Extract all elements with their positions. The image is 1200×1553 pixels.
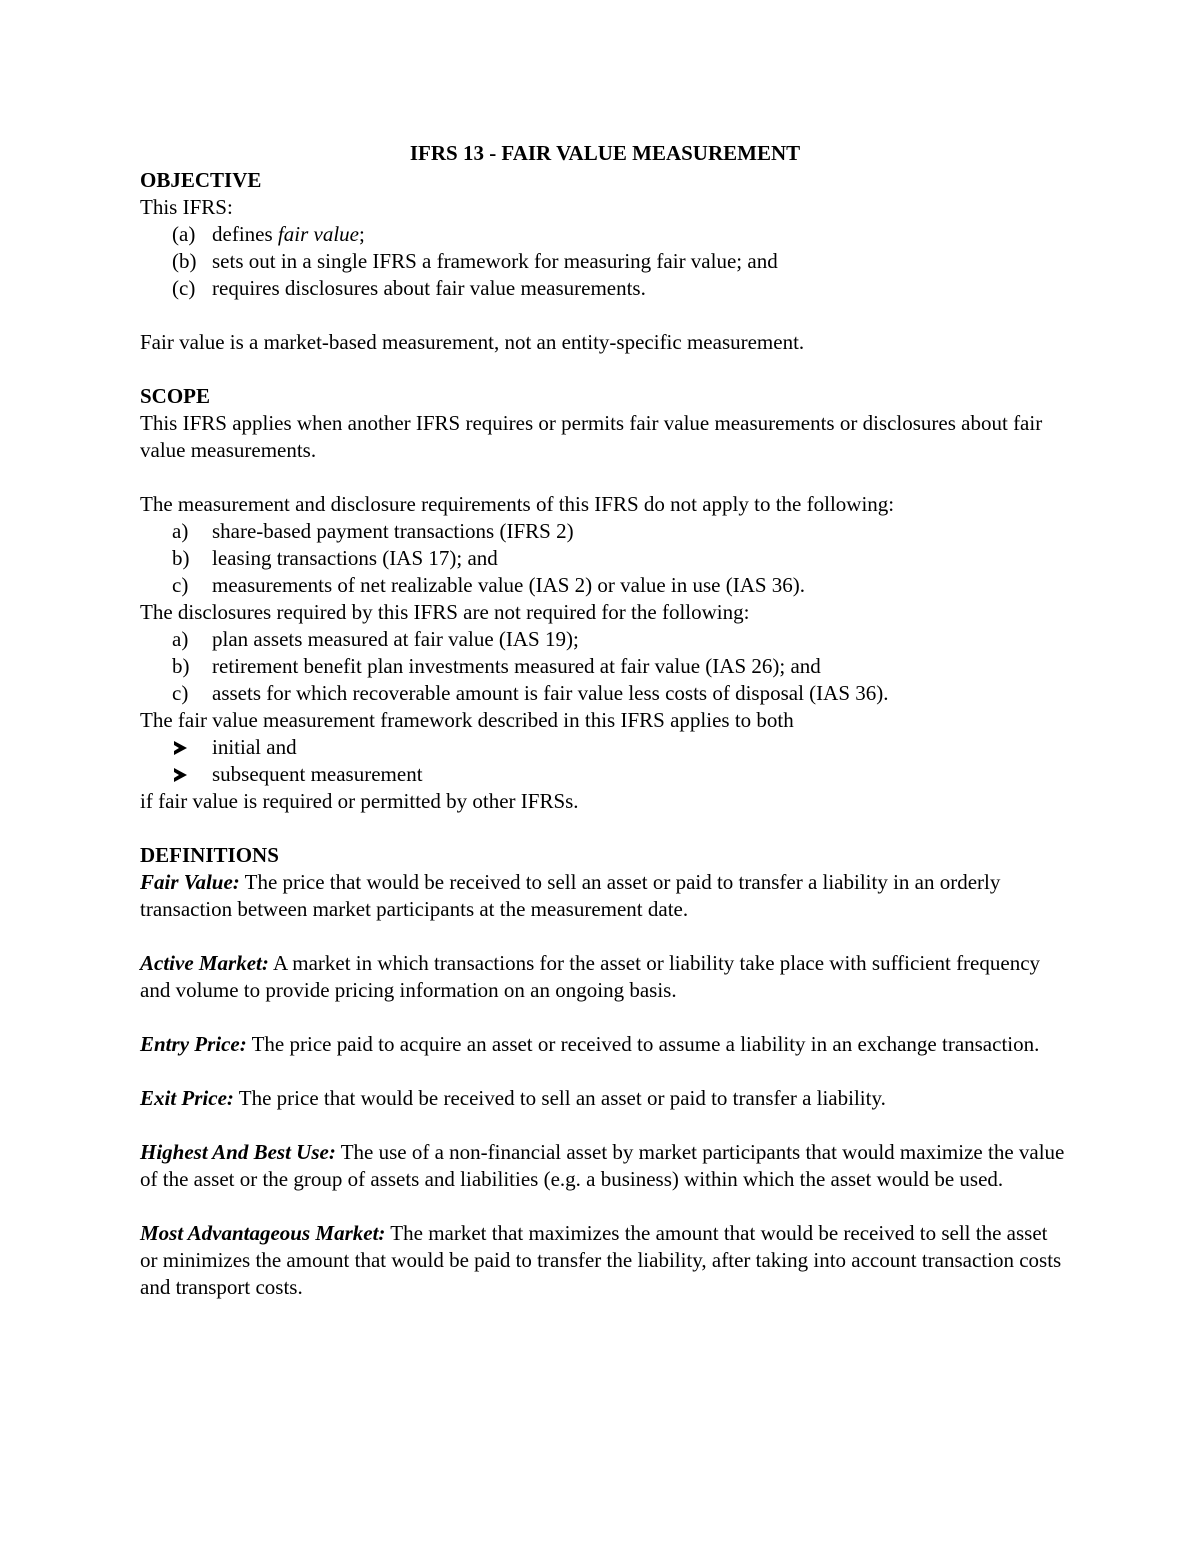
definition-term: Active Market: <box>140 951 269 975</box>
arrow-bullet-icon <box>174 768 187 782</box>
list-item-text: sets out in a single IFRS a framework for measuring fair value; and <box>212 249 778 273</box>
list-item-text: defines <box>212 222 278 246</box>
scope-heading: SCOPE <box>140 384 211 408</box>
list-item-text: measurements of net realizable value (IAS 2) or value in use (IAS 36). <box>212 573 806 597</box>
list-item <box>140 626 1070 653</box>
definition-text: The use of a non-financial asset by market participants that would maximize the value of the asset or the group of assets and liabilities (e.g. a business) within which the asset would be used. <box>140 1140 1065 1191</box>
list-item-text: subsequent measurement <box>212 762 423 786</box>
definition-text: The market that maximizes the amount that would be received to sell the asset or minimizes the amount that would be paid to transfer the liability, after taking into account transaction costs and transport costs. <box>140 1221 1062 1299</box>
disclosure-intro: The disclosures required by this IFRS are not required for the following: <box>140 600 750 624</box>
list-item <box>140 761 1070 788</box>
list-item <box>140 653 1070 680</box>
list-item <box>140 680 1070 707</box>
list-item-text: initial and <box>212 735 297 759</box>
definition-term: Exit Price: <box>140 1086 234 1110</box>
list-marker: a) <box>172 519 189 543</box>
objective-note: Fair value is a market-based measurement, not an entity-specific measurement. <box>140 330 805 354</box>
definition-active-market <box>140 950 1070 1004</box>
arrow-bullet-icon <box>174 741 187 755</box>
list-item-suffix: ; <box>358 222 365 246</box>
definition-term: Highest And Best Use: <box>140 1140 336 1164</box>
document-title: IFRS 13 - FAIR VALUE MEASUREMENT <box>409 141 801 165</box>
definition-entry-price <box>140 1031 1070 1058</box>
exclusions-list <box>140 518 1070 599</box>
framework-outro: if fair value is required or permitted by other IFRSs. <box>140 789 579 813</box>
scope-paragraph: This IFRS applies when another IFRS requires or permits fair value measurements or disclosures about fair value measurements. <box>140 411 1043 462</box>
list-marker: (b) <box>172 249 197 273</box>
list-item <box>140 545 1070 572</box>
definition-fair-value <box>140 869 1070 923</box>
list-marker: a) <box>172 627 189 651</box>
list-marker: (c) <box>172 276 196 300</box>
list-item <box>140 275 1070 302</box>
disclosure-exclusions-list <box>140 626 1070 707</box>
list-item-text: leasing transactions (IAS 17); and <box>212 546 498 570</box>
list-item <box>140 734 1070 761</box>
objective-intro: This IFRS: <box>140 195 233 219</box>
list-item <box>140 572 1070 599</box>
definition-term: Most Advantageous Market: <box>140 1221 386 1245</box>
definition-text: The price that would be received to sell an asset or paid to transfer a liability in an orderly transaction between market participants at the measurement date. <box>140 870 1001 921</box>
definition-text: The price paid to acquire an asset or received to assume a liability in an exchange transaction. <box>246 1032 1040 1056</box>
definition-text: The price that would be received to sell an asset or paid to transfer a liability. <box>233 1086 886 1110</box>
definition-most-advantageous-market <box>140 1220 1070 1301</box>
list-marker: (a) <box>172 222 196 246</box>
exclusions-intro: The measurement and disclosure requirements of this IFRS do not apply to the following: <box>140 492 895 516</box>
document-content <box>140 140 1070 1301</box>
objective-heading: OBJECTIVE <box>140 168 262 192</box>
framework-intro: The fair value measurement framework described in this IFRS applies to both <box>140 708 794 732</box>
definition-text: A market in which transactions for the asset or liability take place with sufficient frequency and volume to provide pricing information on an ongoing basis. <box>140 951 1041 1002</box>
definition-term: Entry Price: <box>140 1032 247 1056</box>
list-item-text: retirement benefit plan investments measured at fair value (IAS 26); and <box>212 654 821 678</box>
list-marker: c) <box>172 573 189 597</box>
objective-list <box>140 221 1070 302</box>
list-marker: b) <box>172 654 190 678</box>
list-item-text: plan assets measured at fair value (IAS 19); <box>212 627 579 651</box>
list-item <box>140 248 1070 275</box>
list-item-text: share-based payment transactions (IFRS 2) <box>212 519 574 543</box>
emphasis-text: fair value <box>277 222 359 246</box>
list-item-text: requires disclosures about fair value measurements. <box>212 276 646 300</box>
definition-highest-best-use <box>140 1139 1070 1193</box>
list-item <box>140 518 1070 545</box>
definition-exit-price <box>140 1085 1070 1112</box>
list-item-text: assets for which recoverable amount is fair value less costs of disposal (IAS 36). <box>212 681 889 705</box>
list-marker: c) <box>172 681 189 705</box>
framework-list <box>140 734 1070 788</box>
list-marker: b) <box>172 546 190 570</box>
definitions-heading: DEFINITIONS <box>140 843 279 867</box>
list-item <box>140 221 1070 248</box>
definition-term: Fair Value: <box>140 870 240 894</box>
